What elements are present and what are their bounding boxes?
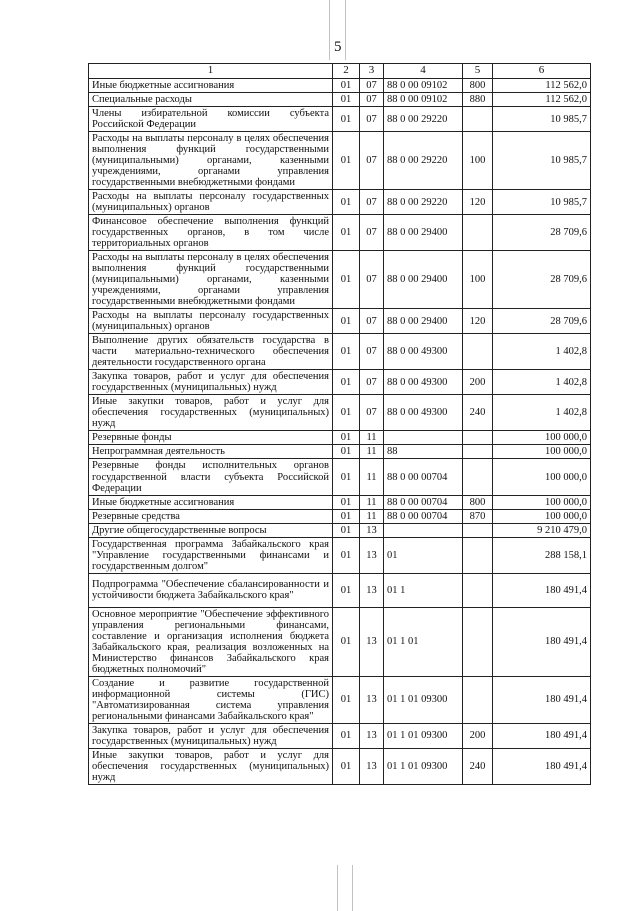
row-amount-cell: 9 210 479,0 xyxy=(493,523,591,537)
table-row xyxy=(89,723,591,748)
table-row xyxy=(89,132,591,190)
row-name-cell: Иные бюджетные ассигнования xyxy=(89,79,333,93)
table-row xyxy=(89,431,591,445)
row-amount-cell: 100 000,0 xyxy=(493,431,591,445)
row-section-cell: 01 xyxy=(333,93,360,107)
header-col-6: 6 xyxy=(493,64,591,79)
scan-artifact-line xyxy=(337,865,338,911)
budget-table xyxy=(88,63,591,785)
row-name-cell: Подпрограмма "Обеспечение сбалансированности и устойчивости бюджета Забайкальского края" xyxy=(89,573,333,607)
row-name-cell: Выполнение других обязательств государства в части материально-технического обеспечения деятельности государственного органа xyxy=(89,334,333,370)
row-name-cell: Закупка товаров, работ и услуг для обеспечения государственных (муниципальных) нужд xyxy=(89,723,333,748)
row-expense-type-cell: 240 xyxy=(463,748,493,784)
row-section-cell: 01 xyxy=(333,537,360,573)
row-subsection-cell: 11 xyxy=(360,445,384,459)
row-expense-type-cell xyxy=(463,431,493,445)
header-col-5: 5 xyxy=(463,64,493,79)
row-name-cell: Расходы на выплаты персоналу государственных (муниципальных) органов xyxy=(89,309,333,334)
row-name-cell: Другие общегосударственные вопросы xyxy=(89,523,333,537)
row-subsection-cell: 11 xyxy=(360,459,384,495)
row-expense-type-cell: 800 xyxy=(463,79,493,93)
row-target-code-cell: 88 0 00 29400 xyxy=(384,215,463,251)
row-target-code-cell xyxy=(384,431,463,445)
row-subsection-cell: 13 xyxy=(360,723,384,748)
row-subsection-cell: 13 xyxy=(360,748,384,784)
row-name-cell: Закупка товаров, работ и услуг для обеспечения государственных (муниципальных) нужд xyxy=(89,370,333,395)
row-target-code-cell: 88 0 00 49300 xyxy=(384,395,463,431)
row-section-cell: 01 xyxy=(333,251,360,309)
table-row xyxy=(89,459,591,495)
row-expense-type-cell xyxy=(463,445,493,459)
row-target-code-cell: 88 0 00 00704 xyxy=(384,459,463,495)
row-subsection-cell: 07 xyxy=(360,107,384,132)
row-target-code-cell: 88 0 00 49300 xyxy=(384,370,463,395)
row-subsection-cell: 13 xyxy=(360,607,384,676)
table-row xyxy=(89,309,591,334)
row-target-code-cell: 88 xyxy=(384,445,463,459)
row-name-cell: Резервные фонды исполнительных органов государственной власти субъекта Российской Федерации xyxy=(89,459,333,495)
row-name-cell: Резервные фонды xyxy=(89,431,333,445)
row-amount-cell: 288 158,1 xyxy=(493,537,591,573)
table-row xyxy=(89,395,591,431)
row-amount-cell: 180 491,4 xyxy=(493,723,591,748)
row-section-cell: 01 xyxy=(333,523,360,537)
row-expense-type-cell: 200 xyxy=(463,370,493,395)
table-row xyxy=(89,607,591,676)
row-expense-type-cell xyxy=(463,215,493,251)
header-col-4: 4 xyxy=(384,64,463,79)
row-amount-cell: 28 709,6 xyxy=(493,215,591,251)
row-target-code-cell: 88 0 00 09102 xyxy=(384,93,463,107)
row-target-code-cell: 88 0 00 29400 xyxy=(384,251,463,309)
row-expense-type-cell xyxy=(463,537,493,573)
table-row xyxy=(89,509,591,523)
table-row xyxy=(89,445,591,459)
row-amount-cell: 180 491,4 xyxy=(493,676,591,723)
row-target-code-cell: 01 1 01 xyxy=(384,607,463,676)
row-target-code-cell xyxy=(384,523,463,537)
row-expense-type-cell: 120 xyxy=(463,309,493,334)
row-section-cell: 01 xyxy=(333,190,360,215)
table-row xyxy=(89,93,591,107)
row-expense-type-cell: 200 xyxy=(463,723,493,748)
row-subsection-cell: 07 xyxy=(360,190,384,215)
row-name-cell: Основное мероприятие "Обеспечение эффективного управления региональными финансами, составление и организация исполнения бюджета Забайкальского края, реализация возложенных на Министерство финансов Забайкальского края бюджетных полномочий" xyxy=(89,607,333,676)
row-subsection-cell: 07 xyxy=(360,370,384,395)
row-expense-type-cell xyxy=(463,607,493,676)
row-subsection-cell: 07 xyxy=(360,395,384,431)
table-row xyxy=(89,79,591,93)
row-section-cell: 01 xyxy=(333,607,360,676)
row-section-cell: 01 xyxy=(333,370,360,395)
table-header-row xyxy=(89,64,591,79)
table-row xyxy=(89,251,591,309)
row-amount-cell: 1 402,8 xyxy=(493,395,591,431)
row-subsection-cell: 13 xyxy=(360,676,384,723)
row-section-cell: 01 xyxy=(333,132,360,190)
row-section-cell: 01 xyxy=(333,573,360,607)
row-name-cell: Расходы на выплаты персоналу в целях обеспечения выполнения функций государственными (муниципальными) органами, казенными учреждениями, органами управления государственными внебюджетными фондами xyxy=(89,251,333,309)
row-target-code-cell: 88 0 00 29220 xyxy=(384,190,463,215)
table-row xyxy=(89,215,591,251)
row-name-cell: Финансовое обеспечение выполнения функций государственных органов, в том числе территориальных органов xyxy=(89,215,333,251)
row-target-code-cell: 01 1 01 09300 xyxy=(384,676,463,723)
row-expense-type-cell: 100 xyxy=(463,132,493,190)
row-target-code-cell: 88 0 00 29220 xyxy=(384,107,463,132)
table-row xyxy=(89,748,591,784)
row-subsection-cell: 07 xyxy=(360,79,384,93)
row-expense-type-cell xyxy=(463,573,493,607)
row-amount-cell: 28 709,6 xyxy=(493,251,591,309)
row-target-code-cell: 88 0 00 09102 xyxy=(384,79,463,93)
row-expense-type-cell xyxy=(463,676,493,723)
row-name-cell: Иные закупки товаров, работ и услуг для обеспечения государственных (муниципальных) нужд xyxy=(89,395,333,431)
table-row xyxy=(89,573,591,607)
row-amount-cell: 100 000,0 xyxy=(493,509,591,523)
row-expense-type-cell: 240 xyxy=(463,395,493,431)
row-amount-cell: 100 000,0 xyxy=(493,459,591,495)
row-amount-cell: 1 402,8 xyxy=(493,334,591,370)
page-number: 5 xyxy=(334,39,342,55)
table-row xyxy=(89,676,591,723)
row-expense-type-cell xyxy=(463,523,493,537)
row-amount-cell: 112 562,0 xyxy=(493,79,591,93)
row-subsection-cell: 07 xyxy=(360,309,384,334)
row-amount-cell: 10 985,7 xyxy=(493,132,591,190)
row-expense-type-cell xyxy=(463,334,493,370)
row-section-cell: 01 xyxy=(333,723,360,748)
row-name-cell: Специальные расходы xyxy=(89,93,333,107)
row-name-cell: Расходы на выплаты персоналу в целях обеспечения выполнения функций государственными (муниципальными) органами, казенными учреждениями, органами управления государственными внебюджетными фондами xyxy=(89,132,333,190)
header-col-3: 3 xyxy=(360,64,384,79)
row-subsection-cell: 11 xyxy=(360,495,384,509)
budget-table-container xyxy=(88,63,590,785)
row-target-code-cell: 01 1 01 09300 xyxy=(384,748,463,784)
row-name-cell: Иные закупки товаров, работ и услуг для обеспечения государственных (муниципальных) нужд xyxy=(89,748,333,784)
row-target-code-cell: 88 0 00 00704 xyxy=(384,509,463,523)
row-section-cell: 01 xyxy=(333,79,360,93)
row-section-cell: 01 xyxy=(333,431,360,445)
row-subsection-cell: 07 xyxy=(360,334,384,370)
row-target-code-cell: 88 0 00 00704 xyxy=(384,495,463,509)
row-target-code-cell: 88 0 00 29220 xyxy=(384,132,463,190)
header-col-1: 1 xyxy=(89,64,333,79)
row-subsection-cell: 11 xyxy=(360,431,384,445)
row-amount-cell: 100 000,0 xyxy=(493,495,591,509)
row-expense-type-cell xyxy=(463,459,493,495)
row-section-cell: 01 xyxy=(333,676,360,723)
row-expense-type-cell xyxy=(463,107,493,132)
row-section-cell: 01 xyxy=(333,309,360,334)
row-subsection-cell: 07 xyxy=(360,251,384,309)
row-name-cell: Государственная программа Забайкальского края "Управление государственными финансами и государственным долгом" xyxy=(89,537,333,573)
row-amount-cell: 1 402,8 xyxy=(493,370,591,395)
row-section-cell: 01 xyxy=(333,107,360,132)
header-col-2: 2 xyxy=(333,64,360,79)
row-expense-type-cell: 800 xyxy=(463,495,493,509)
row-name-cell: Непрограммная деятельность xyxy=(89,445,333,459)
table-row xyxy=(89,370,591,395)
row-section-cell: 01 xyxy=(333,445,360,459)
table-row xyxy=(89,537,591,573)
row-subsection-cell: 13 xyxy=(360,523,384,537)
row-name-cell: Создание и развитие государственной информационной системы (ГИС) "Автоматизированная система управления региональными финансами Забайкальского края" xyxy=(89,676,333,723)
row-amount-cell: 10 985,7 xyxy=(493,107,591,132)
row-expense-type-cell: 120 xyxy=(463,190,493,215)
row-name-cell: Расходы на выплаты персоналу государственных (муниципальных) органов xyxy=(89,190,333,215)
row-expense-type-cell: 880 xyxy=(463,93,493,107)
row-amount-cell: 10 985,7 xyxy=(493,190,591,215)
table-row xyxy=(89,107,591,132)
row-section-cell: 01 xyxy=(333,215,360,251)
row-subsection-cell: 07 xyxy=(360,215,384,251)
row-amount-cell: 100 000,0 xyxy=(493,445,591,459)
row-subsection-cell: 13 xyxy=(360,573,384,607)
row-name-cell: Члены избирательной комиссии субъекта Российской Федерации xyxy=(89,107,333,132)
table-row xyxy=(89,190,591,215)
row-expense-type-cell: 100 xyxy=(463,251,493,309)
row-subsection-cell: 07 xyxy=(360,93,384,107)
row-expense-type-cell: 870 xyxy=(463,509,493,523)
row-amount-cell: 180 491,4 xyxy=(493,573,591,607)
row-section-cell: 01 xyxy=(333,459,360,495)
row-section-cell: 01 xyxy=(333,509,360,523)
row-subsection-cell: 13 xyxy=(360,537,384,573)
scan-artifact-line xyxy=(345,0,346,60)
row-section-cell: 01 xyxy=(333,395,360,431)
row-target-code-cell: 01 1 xyxy=(384,573,463,607)
row-amount-cell: 112 562,0 xyxy=(493,93,591,107)
row-subsection-cell: 07 xyxy=(360,132,384,190)
row-amount-cell: 28 709,6 xyxy=(493,309,591,334)
scan-artifact-line xyxy=(329,0,330,60)
table-row xyxy=(89,523,591,537)
row-target-code-cell: 88 0 00 49300 xyxy=(384,334,463,370)
row-subsection-cell: 11 xyxy=(360,509,384,523)
row-amount-cell: 180 491,4 xyxy=(493,607,591,676)
table-row xyxy=(89,334,591,370)
row-section-cell: 01 xyxy=(333,495,360,509)
row-target-code-cell: 01 xyxy=(384,537,463,573)
table-row xyxy=(89,495,591,509)
row-target-code-cell: 88 0 00 29400 xyxy=(384,309,463,334)
row-amount-cell: 180 491,4 xyxy=(493,748,591,784)
scan-artifact-line xyxy=(352,865,353,911)
row-section-cell: 01 xyxy=(333,334,360,370)
row-name-cell: Резервные средства xyxy=(89,509,333,523)
row-target-code-cell: 01 1 01 09300 xyxy=(384,723,463,748)
table-body xyxy=(89,79,591,785)
row-section-cell: 01 xyxy=(333,748,360,784)
row-name-cell: Иные бюджетные ассигнования xyxy=(89,495,333,509)
